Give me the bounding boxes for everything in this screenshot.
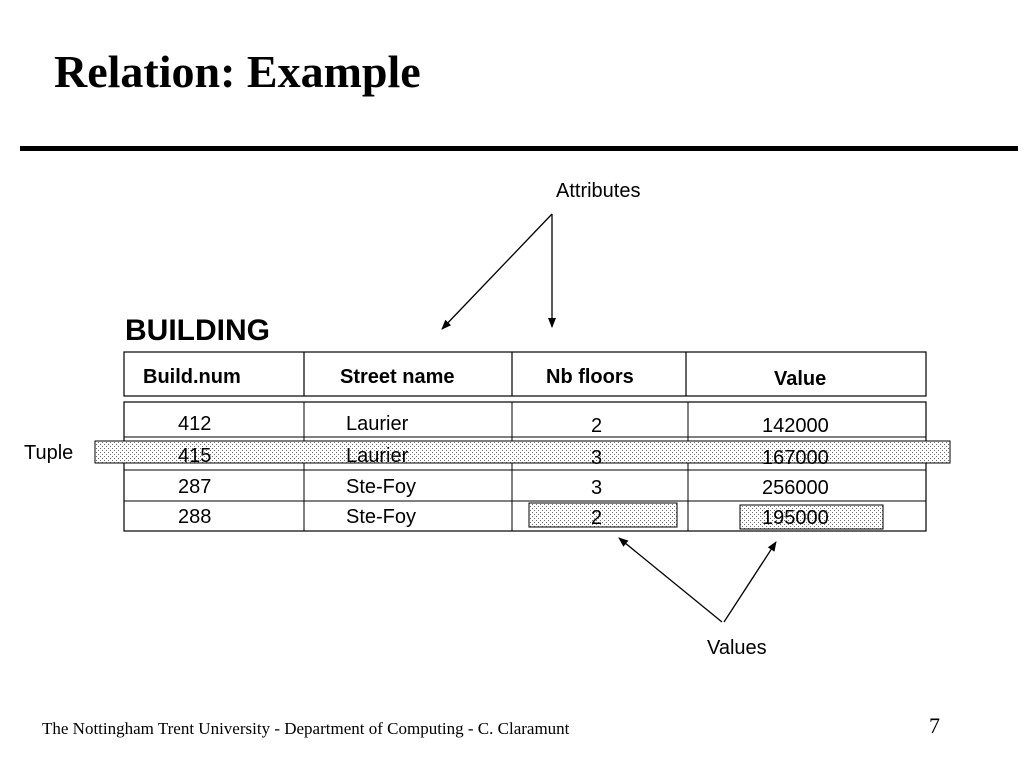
table-cell: 415 [178,445,212,467]
table-cell: 2 [591,507,603,529]
column-header-build-num: Build.num [143,366,241,388]
relation-name: BUILDING [125,314,270,347]
table-cell: 3 [591,477,603,499]
table-cell: 412 [178,413,212,435]
table-cell: Laurier [346,445,409,467]
footer-text: The Nottingham Trent University - Department of Computing - C. Claramunt [42,719,570,738]
table-cell: 195000 [762,507,829,529]
table-cell: 287 [178,476,212,498]
column-header-value: Value [774,368,827,390]
slide-title: Relation: Example [54,46,421,97]
table-cell: 2 [591,415,603,437]
table-cell: Laurier [346,413,409,435]
table-cell: 167000 [762,447,829,469]
table-cell: 3 [591,447,603,469]
table-cell: 288 [178,506,212,528]
attributes-arrow [442,214,552,329]
page-number: 7 [929,713,940,738]
tuple-label: Tuple [24,442,74,464]
column-header-street-name: Street name [340,366,455,388]
values-label: Values [707,637,767,659]
table-cell: Ste-Foy [346,476,417,498]
table-cell: Ste-Foy [346,506,417,528]
values-arrow [619,538,722,622]
attributes-label: Attributes [556,180,641,202]
table-cell: 256000 [762,477,829,499]
value-highlight-nb-floors [529,503,677,527]
values-arrow [724,542,776,622]
column-header-nb-floors: Nb floors [546,366,634,388]
table-cell: 142000 [762,415,829,437]
